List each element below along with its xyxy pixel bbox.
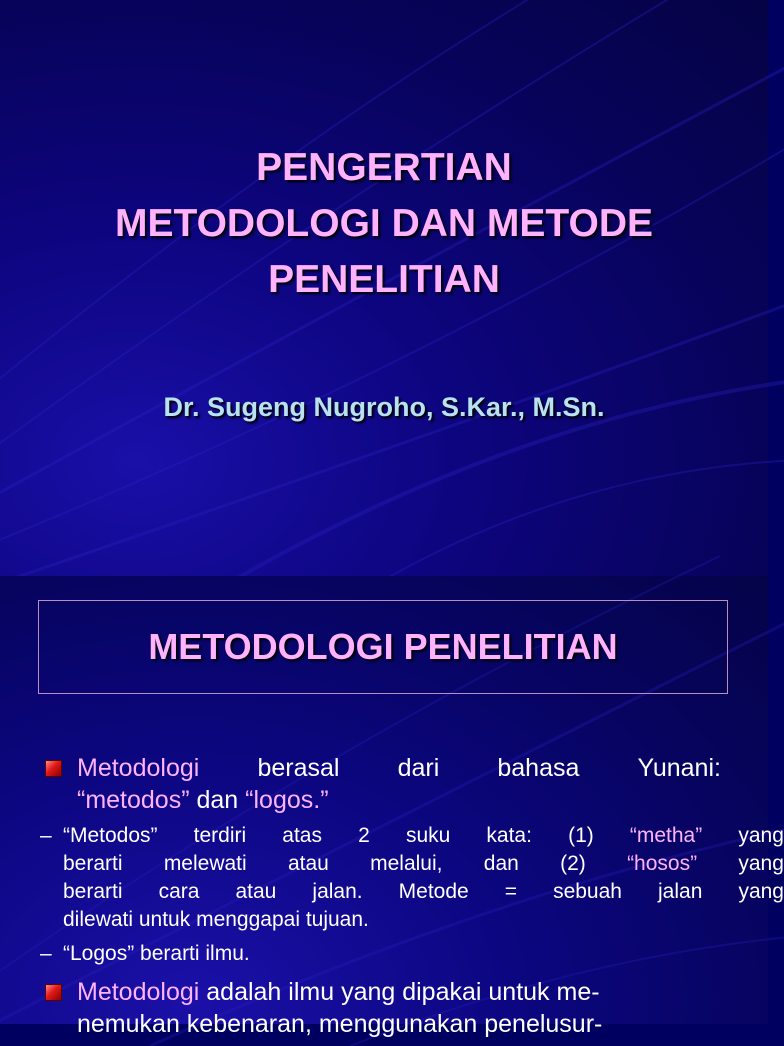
word: Yunani: (637, 754, 721, 782)
word: atau (287, 852, 329, 875)
sub-item (0, 822, 784, 934)
bullet-line-2 (77, 784, 721, 816)
bullet-square-icon (45, 760, 62, 777)
word: yang (738, 880, 784, 903)
word: dari (397, 754, 440, 782)
bullet-square-icon (45, 984, 62, 1001)
word: atau (235, 880, 277, 903)
word: 2 (358, 824, 370, 847)
word: bahasa (497, 754, 580, 782)
sub-line-2 (63, 850, 784, 878)
section-heading: METODOLOGI PENELITIAN (148, 626, 618, 667)
bullet-line-2: nemukan kebenaran, menggunakan penelusur- (77, 1010, 603, 1038)
word: kata: (486, 824, 532, 847)
term-metodos: “metodos” (77, 786, 190, 814)
word: Metode (398, 880, 469, 903)
sub-line-1 (63, 822, 784, 850)
sub-item (0, 940, 784, 968)
dash-marker: – (40, 942, 52, 965)
keyword: Metodologi (77, 754, 200, 782)
word: terdiri (193, 824, 247, 847)
bullet-item (45, 976, 721, 1040)
keyword: Metodologi (77, 978, 200, 1006)
word: jalan (658, 880, 703, 903)
word: “Metodos” (63, 824, 158, 847)
bullet-text: adalah ilmu yang dipakai untuk me- (206, 978, 600, 1006)
word: jalan. (312, 880, 363, 903)
content-slide (0, 576, 784, 1038)
bullet-line-1 (77, 752, 721, 784)
word: cara (158, 880, 200, 903)
word: = (504, 880, 518, 903)
sub-line-4: dilewati untuk menggapai tujuan. (63, 908, 369, 931)
section-heading-box (38, 600, 728, 694)
title-line-1: PENGERTIAN (256, 146, 512, 189)
word: suku (405, 824, 451, 847)
word: atas (282, 824, 322, 847)
sub-line-1: “Logos” berarti ilmu. (63, 942, 250, 965)
word: berarti (63, 880, 123, 903)
word: (2) (560, 852, 586, 875)
word: melewati (163, 852, 247, 875)
bullet-item (45, 752, 721, 816)
word: berasal (257, 754, 340, 782)
word: sebuah (553, 880, 622, 903)
title-line-3: PENELITIAN (268, 258, 500, 301)
word: berarti (63, 852, 123, 875)
term-logos: “logos.” (245, 786, 329, 814)
word: dan (196, 786, 239, 814)
word: melalui, (370, 852, 443, 875)
sub-line-3 (63, 878, 784, 906)
bullet-line-1 (77, 976, 721, 1008)
word: (1) (568, 824, 594, 847)
title-line-2: METODOLOGI DAN METODE (114, 202, 654, 245)
word: yang (738, 852, 784, 875)
term-metha: “metha” (629, 824, 703, 847)
slide-content (40, 752, 784, 1046)
word: yang (738, 824, 784, 847)
dash-marker: – (40, 824, 52, 847)
author-name: Dr. Sugeng Nugroho, S.Kar., M.Sn. (163, 392, 605, 422)
term-hosos: “hosos” (627, 852, 698, 875)
slide-title (0, 140, 768, 308)
word: dan (483, 852, 519, 875)
